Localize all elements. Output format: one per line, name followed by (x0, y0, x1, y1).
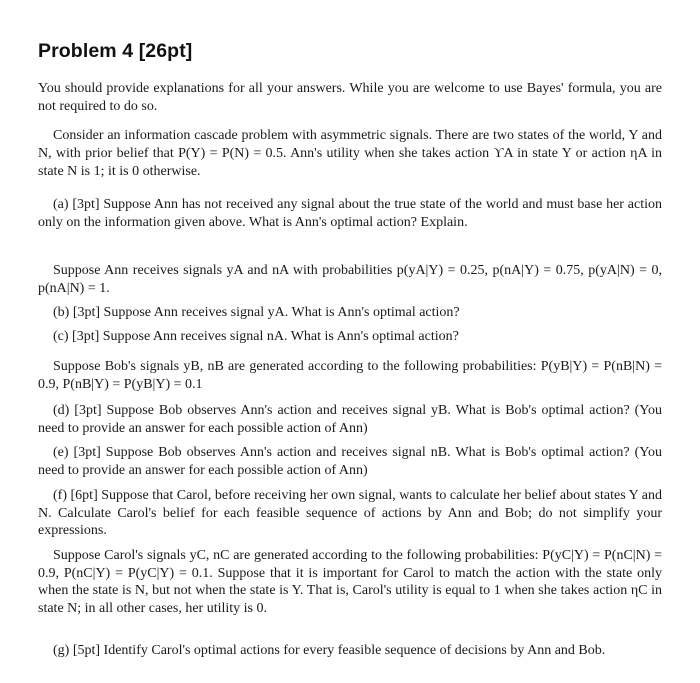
part-b-question: (b) [3pt] Suppose Ann receives signal yA. What is Ann's optimal action? (53, 305, 460, 320)
part-f-question: (f) [6pt] Suppose that Carol, before receiving her own signal, wants to calculate her belief about states Y and N. Calculate Carol's belief for each feasible sequence of actions by Ann and Bob; do not simplify your expressions. (38, 488, 662, 538)
ann-signals-paragraph: Suppose Ann receives signals yA and nA with probabilities p(yA|Y) = 0.25, p(nA|Y) = 0.75, p(yA|N) = 0, p(nA|N) = 1. (38, 263, 662, 296)
part-c-question: (c) [3pt] Suppose Ann receives signal nA. What is Ann's optimal action? (53, 329, 459, 344)
problem-title: Problem 4 [26pt] (38, 40, 193, 62)
part-d-question: (d) [3pt] Suppose Bob observes Ann's action and receives signal yB. What is Bob's optimal action? (You need to provide an answer for each possible action of Ann) (38, 403, 662, 436)
carol-signals-paragraph: Suppose Carol's signals yC, nC are generated according to the following probabilities: P(yC|Y) = P(nC|N) = 0.9, P(nC|Y) = P(yC|Y) = 0.1. Suppose that it is important for Carol to match the action with the state only when the state is N, but not when the state is Y. That is, Carol's utility is equal to 1 when she takes action ηC in state N; in all other cases, her utility is 0. (38, 548, 662, 616)
part-e-question: (e) [3pt] Suppose Bob observes Ann's action and receives signal nB. What is Bob's optimal action? (You need to provide an answer for each possible action of Ann) (38, 445, 662, 478)
intro-paragraph: You should provide explanations for all your answers. While you are welcome to use Bayes' formula, you are not required to do so. (38, 81, 662, 114)
bob-signals-paragraph: Suppose Bob's signals yB, nB are generated according to the following probabilities: P(yB|Y) = P(nB|N) = 0.9, P(nB|Y) = P(yB|Y) = 0.1 (38, 359, 662, 392)
setup-paragraph: Consider an information cascade problem with asymmetric signals. There are two states of the world, Y and N, with prior belief that P(Y) = P(N) = 0.5. Ann's utility when she takes action ϒA in state Y or action ηA in state N is 1; it is 0 otherwise. (38, 128, 662, 179)
part-g-question: (g) [5pt] Identify Carol's optimal actions for every feasible sequence of decisions by Ann and Bob. (53, 643, 606, 658)
part-a-question: (a) [3pt] Suppose Ann has not received any signal about the true state of the world and must base her action only on the information given above. What is Ann's optimal action? Explain. (38, 197, 662, 230)
